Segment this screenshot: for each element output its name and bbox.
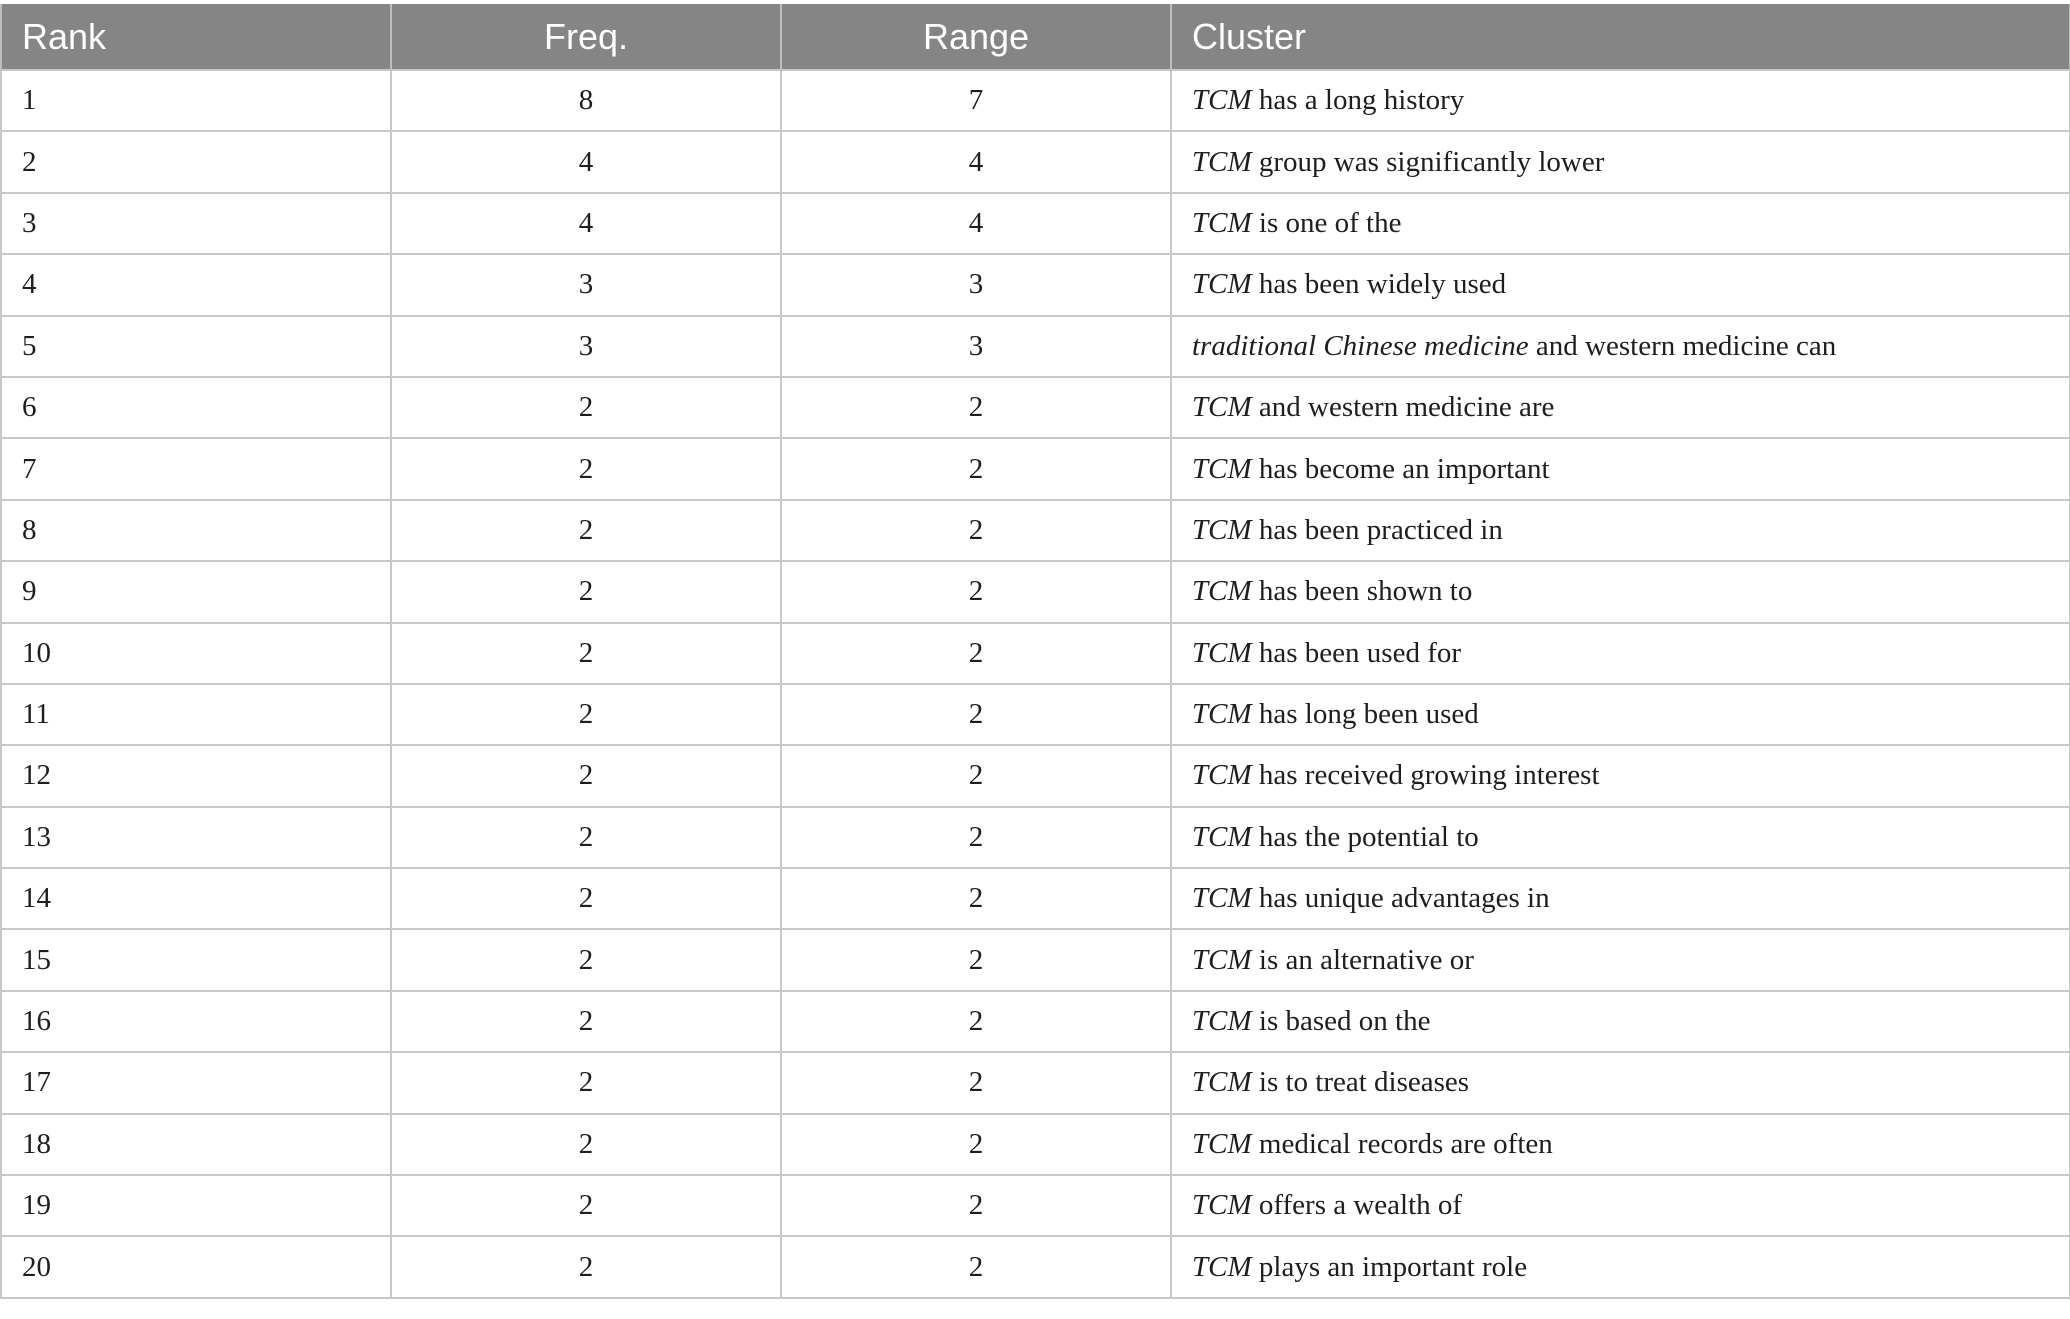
- cell-cluster: [1171, 807, 2070, 868]
- cluster-phrase: has been used for: [1251, 636, 1462, 669]
- cell-cluster: [1171, 1052, 2070, 1113]
- cluster-phrase: has been widely used: [1251, 268, 1507, 301]
- cluster-term: TCM: [1192, 820, 1252, 853]
- cell-range: 2: [781, 623, 1171, 684]
- cell-rank: 7: [1, 438, 391, 499]
- cell-cluster: [1171, 1114, 2070, 1175]
- cell-cluster: [1171, 193, 2070, 254]
- cell-freq: 2: [391, 1114, 781, 1175]
- table-row: [1, 131, 2070, 192]
- cluster-phrase: group was significantly lower: [1251, 145, 1605, 178]
- table-row: [1, 1114, 2070, 1175]
- table-body: [1, 70, 2070, 1298]
- cell-cluster: [1171, 70, 2070, 131]
- cluster-term: TCM: [1192, 452, 1252, 485]
- cell-rank: 20: [1, 1236, 391, 1297]
- cluster-phrase: is to treat diseases: [1251, 1066, 1470, 1099]
- cluster-term: TCM: [1192, 206, 1252, 239]
- cell-cluster: [1171, 377, 2070, 438]
- column-header-rank: Rank: [1, 4, 391, 70]
- cell-cluster: [1171, 1236, 2070, 1297]
- cluster-phrase: has been practiced in: [1251, 513, 1503, 546]
- cell-freq: 2: [391, 377, 781, 438]
- cell-range: 2: [781, 1236, 1171, 1297]
- cluster-term: TCM: [1192, 943, 1252, 976]
- cell-cluster: [1171, 254, 2070, 315]
- cell-range: 2: [781, 807, 1171, 868]
- cell-freq: 4: [391, 193, 781, 254]
- cluster-phrase: is based on the: [1251, 1005, 1431, 1038]
- cell-cluster: [1171, 438, 2070, 499]
- column-header-cluster: Cluster: [1171, 4, 2070, 70]
- cluster-term: TCM: [1192, 84, 1252, 117]
- cell-range: 2: [781, 991, 1171, 1052]
- cell-cluster: [1171, 623, 2070, 684]
- table-row: [1, 991, 2070, 1052]
- table-row: [1, 561, 2070, 622]
- table-row: [1, 70, 2070, 131]
- cluster-term: TCM: [1192, 1127, 1252, 1160]
- cell-range: 2: [781, 1052, 1171, 1113]
- cluster-table-container: [0, 4, 2070, 1299]
- cluster-phrase: and western medicine can: [1528, 329, 1837, 362]
- cluster-phrase: plays an important role: [1251, 1250, 1528, 1283]
- cluster-phrase: has unique advantages in: [1251, 882, 1550, 915]
- cell-range: 2: [781, 377, 1171, 438]
- cell-freq: 2: [391, 500, 781, 561]
- cell-range: 2: [781, 684, 1171, 745]
- cluster-phrase: offers a wealth of: [1251, 1189, 1463, 1222]
- cell-freq: 2: [391, 991, 781, 1052]
- cluster-term: traditional Chinese medicine: [1192, 329, 1529, 362]
- cell-rank: 12: [1, 745, 391, 806]
- cell-range: 3: [781, 316, 1171, 377]
- cell-rank: 5: [1, 316, 391, 377]
- cluster-term: TCM: [1192, 268, 1252, 301]
- table-row: [1, 807, 2070, 868]
- cluster-phrase: has received growing interest: [1251, 759, 1600, 792]
- table-row: [1, 929, 2070, 990]
- cell-freq: 3: [391, 316, 781, 377]
- table-row: [1, 254, 2070, 315]
- cluster-term: TCM: [1192, 1005, 1252, 1038]
- cluster-phrase: has become an important: [1251, 452, 1550, 485]
- cell-freq: 2: [391, 1236, 781, 1297]
- cell-freq: 2: [391, 1052, 781, 1113]
- cell-cluster: [1171, 684, 2070, 745]
- cluster-term: TCM: [1192, 145, 1252, 178]
- cell-range: 7: [781, 70, 1171, 131]
- cluster-term: TCM: [1192, 759, 1252, 792]
- cell-freq: 2: [391, 807, 781, 868]
- cell-range: 2: [781, 1114, 1171, 1175]
- cell-cluster: [1171, 868, 2070, 929]
- cluster-phrase: has been shown to: [1251, 575, 1473, 608]
- cell-cluster: [1171, 745, 2070, 806]
- table-row: [1, 868, 2070, 929]
- cell-rank: 10: [1, 623, 391, 684]
- cluster-phrase: medical records are often: [1251, 1127, 1553, 1160]
- cell-freq: 2: [391, 929, 781, 990]
- cell-rank: 16: [1, 991, 391, 1052]
- cluster-phrase: has a long history: [1251, 84, 1465, 117]
- cell-freq: 4: [391, 131, 781, 192]
- cluster-phrase: has long been used: [1251, 698, 1479, 731]
- cell-freq: 3: [391, 254, 781, 315]
- cell-freq: 8: [391, 70, 781, 131]
- header-row: [1, 4, 2070, 70]
- cell-rank: 3: [1, 193, 391, 254]
- column-header-range: Range: [781, 4, 1171, 70]
- cell-freq: 2: [391, 1175, 781, 1236]
- cell-rank: 17: [1, 1052, 391, 1113]
- table-row: [1, 500, 2070, 561]
- cell-range: 2: [781, 1175, 1171, 1236]
- cell-freq: 2: [391, 684, 781, 745]
- table-row: [1, 684, 2070, 745]
- cell-freq: 2: [391, 561, 781, 622]
- table-row: [1, 438, 2070, 499]
- cluster-phrase: is one of the: [1251, 206, 1402, 239]
- table-row: [1, 1052, 2070, 1113]
- cluster-term: TCM: [1192, 882, 1252, 915]
- cell-freq: 2: [391, 868, 781, 929]
- table-row: [1, 745, 2070, 806]
- cell-freq: 2: [391, 438, 781, 499]
- cell-freq: 2: [391, 745, 781, 806]
- cell-cluster: [1171, 1175, 2070, 1236]
- cell-rank: 4: [1, 254, 391, 315]
- cell-cluster: [1171, 929, 2070, 990]
- cell-rank: 2: [1, 131, 391, 192]
- cluster-term: TCM: [1192, 1066, 1252, 1099]
- table-row: [1, 1236, 2070, 1297]
- table-header: [1, 4, 2070, 70]
- table-row: [1, 1175, 2070, 1236]
- cell-range: 2: [781, 438, 1171, 499]
- cluster-phrase: is an alternative or: [1251, 943, 1474, 976]
- cell-rank: 13: [1, 807, 391, 868]
- cluster-phrase: has the potential to: [1251, 820, 1479, 853]
- cell-range: 2: [781, 500, 1171, 561]
- table-row: [1, 316, 2070, 377]
- column-header-freq: Freq.: [391, 4, 781, 70]
- cell-rank: 11: [1, 684, 391, 745]
- cluster-term: TCM: [1192, 1189, 1252, 1222]
- cell-range: 3: [781, 254, 1171, 315]
- cell-rank: 8: [1, 500, 391, 561]
- cell-range: 2: [781, 868, 1171, 929]
- cell-range: 2: [781, 561, 1171, 622]
- cluster-term: TCM: [1192, 636, 1252, 669]
- cell-rank: 9: [1, 561, 391, 622]
- cell-cluster: [1171, 131, 2070, 192]
- cluster-term: TCM: [1192, 698, 1252, 731]
- cluster-term: TCM: [1192, 391, 1252, 424]
- cell-range: 4: [781, 131, 1171, 192]
- cell-cluster: [1171, 500, 2070, 561]
- cluster-term: TCM: [1192, 1250, 1252, 1283]
- cell-rank: 15: [1, 929, 391, 990]
- cluster-term: TCM: [1192, 575, 1252, 608]
- cell-rank: 6: [1, 377, 391, 438]
- table-row: [1, 623, 2070, 684]
- cell-freq: 2: [391, 623, 781, 684]
- cell-rank: 1: [1, 70, 391, 131]
- cell-range: 4: [781, 193, 1171, 254]
- cell-rank: 14: [1, 868, 391, 929]
- table-row: [1, 377, 2070, 438]
- cell-rank: 19: [1, 1175, 391, 1236]
- cluster-phrase: and western medicine are: [1251, 391, 1555, 424]
- cell-rank: 18: [1, 1114, 391, 1175]
- cluster-table: [0, 4, 2070, 1299]
- cell-range: 2: [781, 929, 1171, 990]
- cluster-term: TCM: [1192, 513, 1252, 546]
- table-row: [1, 193, 2070, 254]
- cell-range: 2: [781, 745, 1171, 806]
- cell-cluster: [1171, 561, 2070, 622]
- cell-cluster: [1171, 991, 2070, 1052]
- cell-cluster: [1171, 316, 2070, 377]
